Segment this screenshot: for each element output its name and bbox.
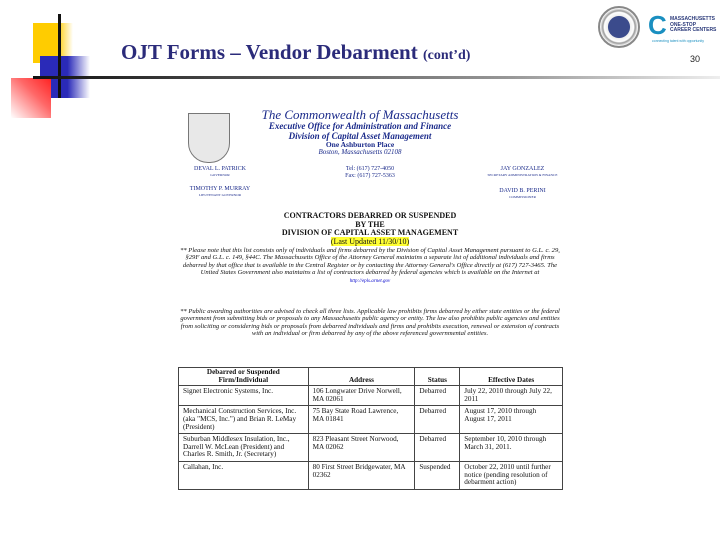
debarment-document bbox=[175, 105, 565, 525]
table-cell: July 22, 2010 through July 22, 2011 bbox=[460, 386, 563, 406]
heading-line2: BY THE bbox=[355, 219, 385, 229]
contact-block bbox=[325, 166, 415, 180]
page-number: 30 bbox=[690, 54, 701, 64]
list-heading bbox=[175, 212, 565, 246]
table-row bbox=[179, 434, 563, 462]
table-cell: Mechanical Construction Services, Inc. (aka "MCS, Inc.") and Brian R. LeMay (President) bbox=[179, 406, 309, 434]
massachusetts-seal-icon bbox=[598, 6, 640, 48]
fax: Fax: (617) 727-5363 bbox=[345, 173, 395, 179]
table-cell: 80 First Street Bridgewater, MA 02362 bbox=[308, 461, 415, 489]
logo-c-icon: C bbox=[648, 10, 667, 40]
column-header: Status bbox=[415, 368, 460, 386]
table-cell: Debarred bbox=[415, 434, 460, 462]
lt-governor-name: TIMOTHY P. MURRAY bbox=[189, 186, 251, 192]
table-row bbox=[179, 386, 563, 406]
column-header: Effective Dates bbox=[460, 368, 563, 386]
table-header-row bbox=[179, 368, 563, 386]
commissioner-title: COMMISSIONER bbox=[509, 195, 536, 199]
doc-header-line2: Executive Office for Administration and Finance bbox=[268, 121, 452, 131]
secretary-title: SECRETARY ADMINISTRATION & FINANCE bbox=[487, 173, 558, 177]
governor-block bbox=[180, 166, 260, 178]
title-underline bbox=[33, 76, 720, 79]
governor-title: GOVERNOR bbox=[210, 173, 230, 177]
table-row bbox=[179, 406, 563, 434]
secretary-block bbox=[480, 166, 565, 178]
tel: Tel: (617) 727-4050 bbox=[345, 166, 395, 172]
doc-header-line4: One Ashburton Place bbox=[325, 140, 395, 149]
table-cell: Signet Electronic Systems, Inc. bbox=[179, 386, 309, 406]
table-cell: Debarred bbox=[415, 386, 460, 406]
table-cell: August 17, 2010 through August 17, 2011 bbox=[460, 406, 563, 434]
table-cell: September 10, 2010 through March 31, 2011. bbox=[460, 434, 563, 462]
heading-line3: DIVISION OF CAPITAL ASSET MANAGEMENT bbox=[281, 228, 459, 237]
decor-vertical-line bbox=[58, 14, 61, 98]
decor-red-square bbox=[11, 78, 51, 118]
epls-link[interactable]: http://epls.arnet.gov bbox=[349, 278, 391, 284]
table-cell: Debarred bbox=[415, 406, 460, 434]
heading-line1: CONTRACTORS DEBARRED OR SUSPENDED bbox=[283, 211, 457, 220]
governor-name: DEVAL L. PATRICK bbox=[194, 166, 246, 172]
note-2: ** Public awarding authorities are advised to check all three lists. Applicable law prohibits firms debarred by either state entities or the federal government from submitting bids or proposals to any Massachusetts public agency or entity. The law also prohibits public agencies and entities from soliciting or considering bids or proposals from debarred individuals and firms and prohibits execution, renewal or extension of contracts with an individual or firm debarred by any of the above referenced governmental entities. bbox=[180, 308, 560, 338]
doc-header-line1: The Commonwealth of Massachusetts bbox=[261, 107, 459, 122]
slide-title-suffix: (cont’d) bbox=[422, 48, 471, 63]
note-1-text: ** Please note that this list consists only of individuals and firms debarred by the Division of Capital Asset Management pursuant to G.L. c. 29, §29F and G.L. c. 149, §44C. The Massachusetts Office of the Attorney General maintains a separate list of additional individuals and firms debarred by that office that is available in the Central Register or by contacting the Attorney General's Office directly at (617) 727-3465. The United States Government also maintains a list of contractors debarred by federal agencies which is available on the Internet at bbox=[180, 247, 560, 277]
commonwealth-seal-icon bbox=[188, 113, 230, 163]
slide-title-text: OJT Forms – Vendor Debarment bbox=[121, 40, 418, 64]
doc-header-line5: Boston, Massachusetts 02108 bbox=[318, 148, 402, 156]
logo-name: MASSACHUSETTS ONE-STOP CAREER CENTERS bbox=[670, 16, 717, 33]
debarment-table bbox=[178, 367, 563, 490]
career-centers-logo bbox=[648, 12, 718, 48]
table-cell: Suburban Middlesex Insulation, Inc., Darrell W. McLean (President) and Charles R. Smith, Jr. (Secretary) bbox=[179, 434, 309, 462]
commissioner-name: DAVID B. PERINI bbox=[499, 188, 546, 194]
table-row bbox=[179, 461, 563, 489]
table-cell: 75 Bay State Road Lawrence, MA 01841 bbox=[308, 406, 415, 434]
table-cell: 106 Longwater Drive Norwell, MA 02061 bbox=[308, 386, 415, 406]
commissioner-block bbox=[480, 188, 565, 200]
column-header: Debarred or Suspended Firm/Individual bbox=[179, 368, 309, 386]
logo-tagline: connecting talent with opportunity bbox=[652, 39, 704, 43]
table-cell: October 22, 2010 until further notice (pending resolution of debarment action) bbox=[460, 461, 563, 489]
table-cell: Suspended bbox=[415, 461, 460, 489]
slide-title bbox=[121, 40, 470, 65]
secretary-name: JAY GONZALEZ bbox=[500, 166, 545, 172]
doc-header-line3: Division of Capital Asset Management bbox=[288, 131, 432, 141]
lt-governor-title: LIEUTENANT GOVERNOR bbox=[198, 193, 242, 197]
table-cell: 823 Pleasant Street Norwood, MA 02062 bbox=[308, 434, 415, 462]
lt-governor-block bbox=[180, 186, 260, 198]
table-cell: Callahan, Inc. bbox=[179, 461, 309, 489]
last-updated: (Last Updated 11/30/10) bbox=[330, 236, 410, 246]
column-header: Address bbox=[308, 368, 415, 386]
note-1 bbox=[179, 247, 561, 285]
